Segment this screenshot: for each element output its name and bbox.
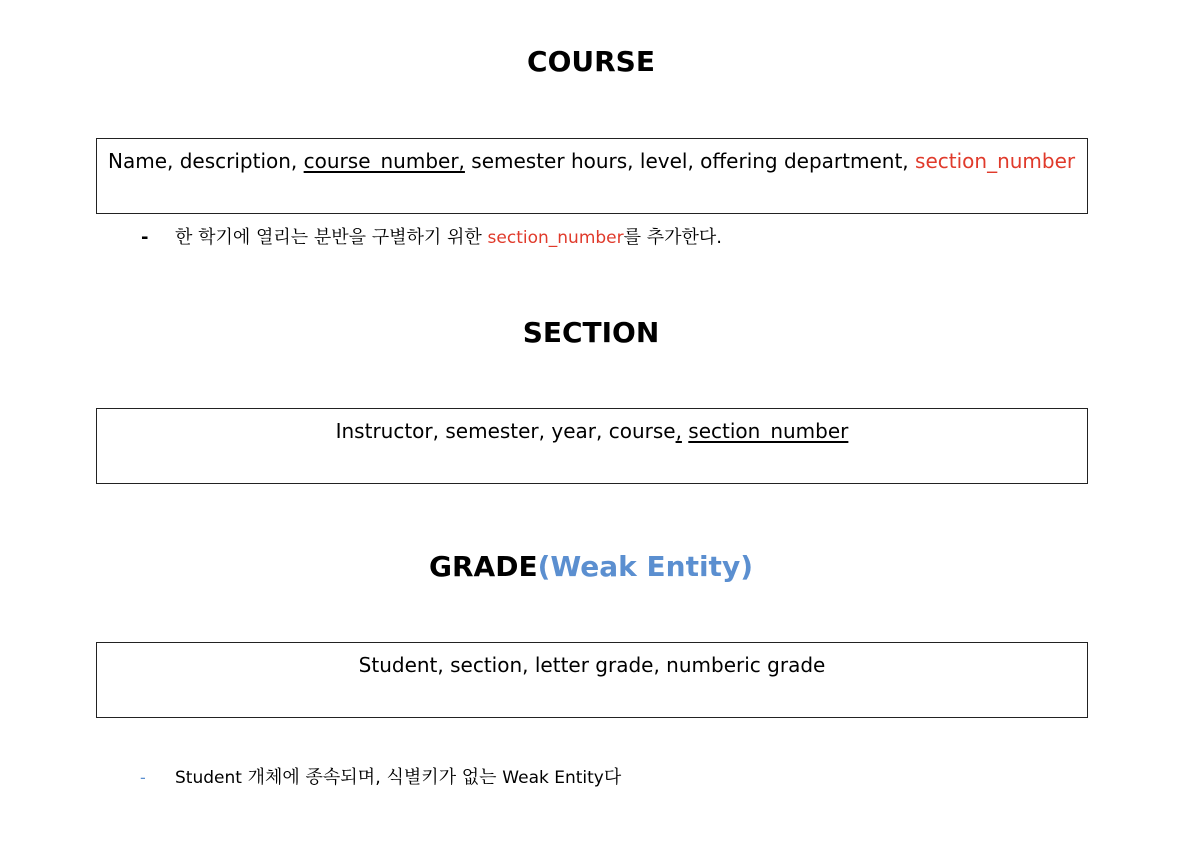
section-attr-comma: ,: [675, 419, 682, 443]
course-note-text-2: 를 추가한다.: [623, 227, 723, 248]
grade-attributes-box: [96, 642, 1088, 718]
grade-title-text: GRADE: [428, 550, 538, 583]
course-note-bullet: -: [141, 227, 149, 248]
section-number-key: section_number: [688, 419, 849, 443]
course-attr-text-2: semester hours, level, offering department,: [464, 149, 916, 173]
grade-note-text-2: 다: [603, 767, 622, 788]
grade-title-weak-entity: (Weak Entity): [537, 550, 753, 583]
grade-note: [140, 766, 621, 790]
course-attributes-box: [96, 138, 1088, 214]
grade-note-weak-entity: Weak Entity: [502, 768, 604, 788]
course-number-key: course_number,: [303, 149, 465, 173]
course-section-number-added: section_number: [915, 149, 1076, 173]
course-note: [141, 226, 722, 250]
course-attr-text: Name, description,: [108, 149, 304, 173]
section-attr-text: Instructor, semester, year, course: [335, 419, 676, 443]
grade-note-student: Student: [175, 768, 242, 788]
course-title: COURSE: [527, 45, 655, 78]
course-note-section-number: section_number: [487, 228, 624, 248]
grade-note-bullet: -: [140, 768, 146, 787]
section-title: SECTION: [522, 316, 660, 349]
grade-title: [0, 550, 1182, 584]
grade-attr-text: Student, section, letter grade, numberic grade: [358, 653, 826, 677]
section-attributes-box: [96, 408, 1088, 484]
grade-note-text: 개체에 종속되며, 식별키가 없는: [241, 767, 503, 788]
course-note-text: 한 학기에 열리는 분반을 구별하기 위한: [175, 227, 488, 248]
